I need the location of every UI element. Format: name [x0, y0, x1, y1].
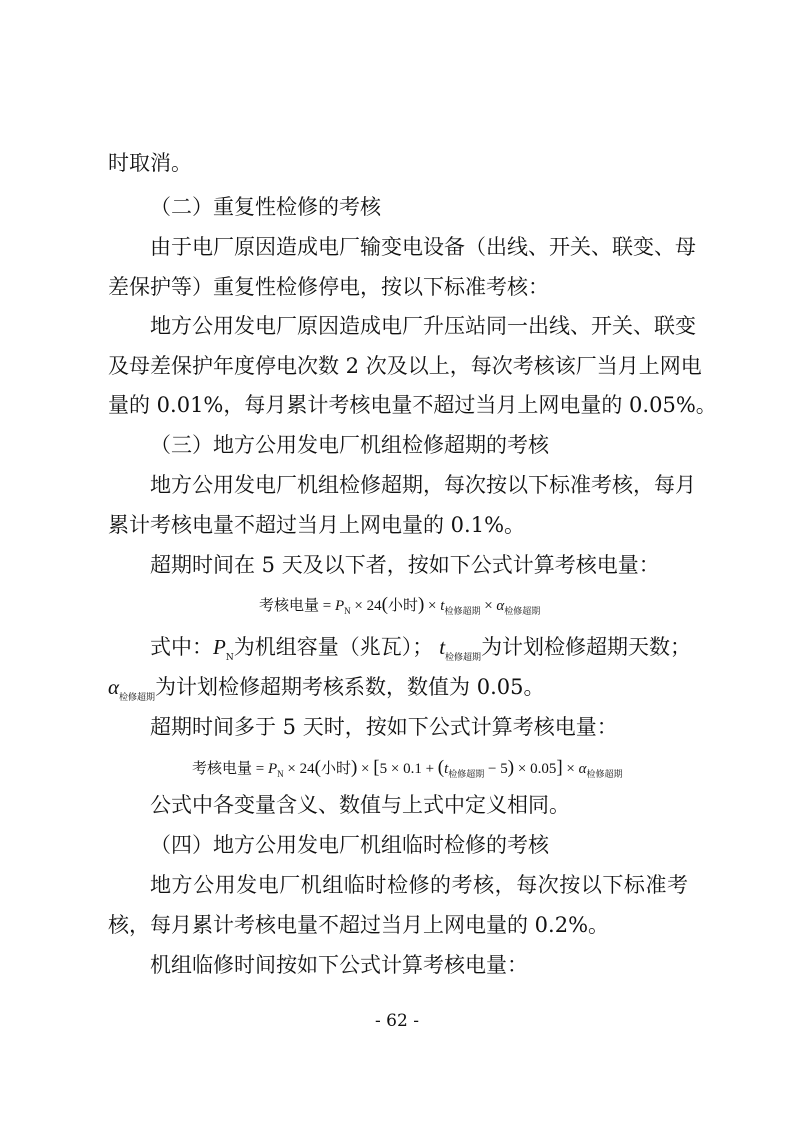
formula-paren: ( — [437, 757, 445, 778]
symbol-alpha: α — [578, 761, 587, 777]
formula-bracket: ] — [556, 757, 563, 778]
symbol-n: N — [344, 606, 351, 616]
formula-paren: ) — [507, 757, 515, 778]
formula-coeff: 0.05 — [530, 761, 557, 777]
text-fragment: 为机组容量（兆瓦）； — [233, 635, 434, 659]
symbol-p: P — [334, 598, 345, 614]
formula-minus: − — [484, 761, 501, 777]
formula-coeff: 0.1 — [403, 761, 422, 777]
formula-times: × — [387, 761, 404, 777]
symbol-p: P — [213, 635, 226, 659]
symbol-t: t — [439, 635, 446, 659]
symbol-t: t — [440, 598, 445, 614]
definition-line — [150, 633, 692, 672]
page-number: - 62 - — [375, 1011, 419, 1031]
text-fragment: 为计划检修超期天数； — [481, 635, 692, 659]
text-line: 公式中各变量含义、数值与上式中定义相同。 — [150, 793, 570, 817]
text-line: 地方公用发电厂机组临时检修的考核，每次按以下标准考 — [150, 873, 688, 897]
formula-24: 24 — [366, 598, 382, 614]
formula-paren: ) — [350, 757, 358, 778]
symbol-n: N — [277, 769, 284, 779]
formula-times: × — [357, 761, 374, 777]
text-fragment: 式中： — [150, 635, 213, 659]
text-line: 地方公用发电厂机组检修超期，每次按以下标准考核，每月 — [150, 473, 696, 497]
symbol-p: P — [267, 761, 278, 777]
formula-times: × — [424, 598, 441, 614]
formula-plus: + — [421, 761, 438, 777]
formula-times: × — [514, 761, 531, 777]
text-line: 累计考核电量不超过当月上网电量的 0.1%。 — [108, 513, 526, 537]
formula-lhs: 考核电量 — [192, 761, 253, 777]
formula-five: 5 — [500, 761, 508, 777]
subscript-overdue: 检修超期 — [586, 769, 623, 779]
section-heading: （三）地方公用发电厂机组检修超期的考核 — [150, 433, 549, 457]
text-fragment: 为计划检修超期考核系数，数值为 0.05。 — [155, 675, 545, 699]
text-line: 地方公用发电厂原因造成电厂升压站同一出线、开关、联变 — [150, 314, 696, 338]
subscript-overdue: 检修超期 — [119, 693, 156, 703]
formula-lhs: 考核电量 — [259, 598, 320, 614]
text-line: 核，每月累计考核电量不超过当月上网电量的 0.2%。 — [108, 913, 610, 937]
formula-paren: ( — [381, 594, 388, 615]
section-heading: （二）重复性检修的考核 — [150, 195, 381, 219]
subscript-overdue: 检修超期 — [448, 769, 485, 779]
definition-line — [108, 673, 688, 712]
text-line: 量的 0.01%，每月累计考核电量不超过当月上网电量的 0.05%。 — [108, 393, 717, 417]
subscript-overdue: 检修超期 — [504, 606, 541, 616]
text-line: 超期时间多于 5 天时，按如下公式计算考核电量： — [150, 715, 618, 739]
formula-paren: ) — [417, 594, 425, 615]
formula-hours: 小时 — [387, 598, 418, 614]
formula-times: × — [283, 761, 300, 777]
subscript-overdue: 检修超期 — [445, 653, 482, 663]
symbol-n: N — [225, 653, 234, 663]
formula-times: × — [480, 598, 497, 614]
section-heading: （四）地方公用发电厂机组临时检修的考核 — [150, 833, 549, 857]
formula-1 — [259, 594, 540, 623]
subscript-overdue: 检修超期 — [444, 606, 481, 616]
formula-five: 5 — [379, 761, 388, 777]
formula-eq: = — [252, 761, 268, 777]
formula-24: 24 — [299, 761, 315, 777]
formula-times: × — [350, 598, 367, 614]
symbol-alpha: α — [496, 598, 505, 614]
text-line: 时取消。 — [108, 151, 192, 175]
text-line: 由于电厂原因造成电厂输变电设备（出线、开关、联变、母 — [150, 235, 696, 259]
formula-hours: 小时 — [320, 761, 351, 777]
formula-eq: = — [319, 598, 335, 614]
text-line: 及母差保护年度停电次数 2 次及以上，每次考核该厂当月上网电 — [108, 354, 702, 378]
formula-times: × — [562, 761, 579, 777]
text-line: 机组临修时间按如下公式计算考核电量： — [150, 953, 528, 977]
text-line: 超期时间在 5 天及以下者，按如下公式计算考核电量： — [150, 553, 660, 577]
symbol-t: t — [444, 761, 449, 777]
formula-paren: ( — [314, 757, 321, 778]
formula-2 — [192, 757, 623, 786]
symbol-alpha: α — [108, 675, 120, 699]
formula-bracket: [ — [373, 757, 380, 778]
text-line: 差保护等）重复性检修停电，按以下标准考核： — [108, 275, 549, 299]
